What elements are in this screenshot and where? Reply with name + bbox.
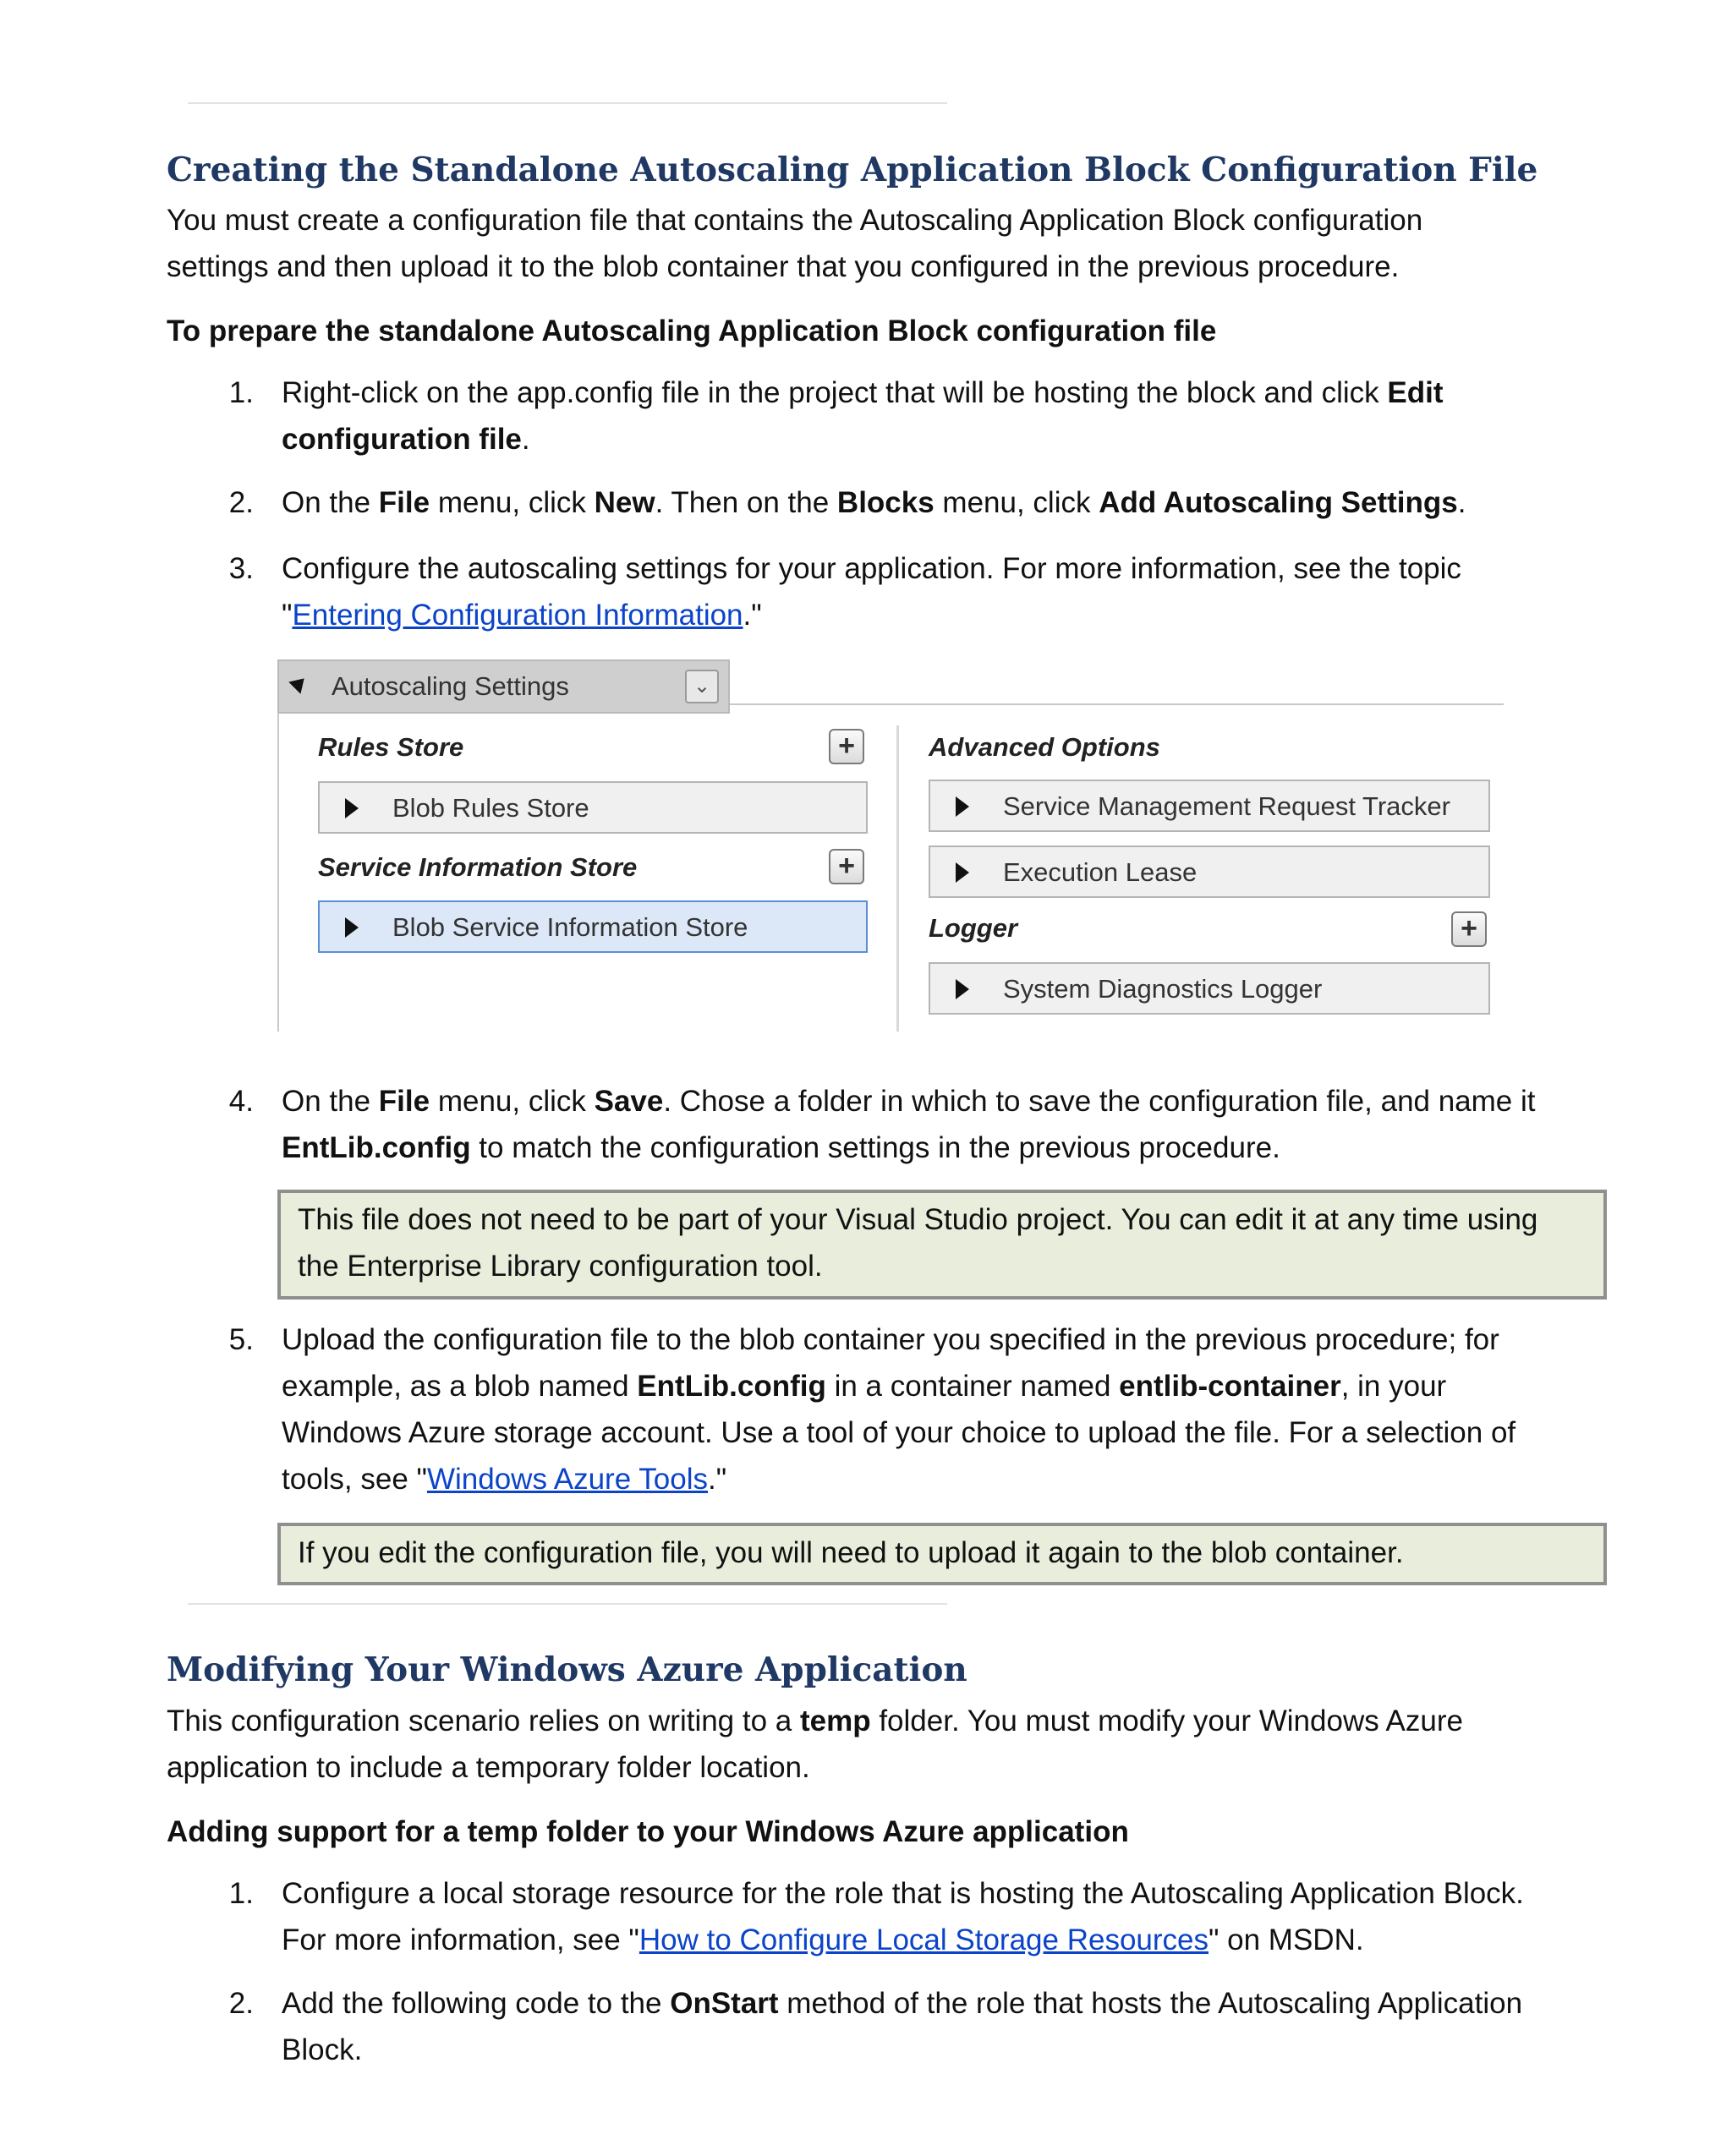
step-3: Configure the autoscaling settings for your application. For more information, see the topic "Entering Configuration Information." [282,552,1461,632]
procedure-title: Adding support for a temp folder to your Windows Azure application [167,1815,1129,1848]
autoscaling-settings-header[interactable] [277,659,730,714]
step-2: On the File menu, click New. Then on the Blocks menu, click Add Autoscaling Settings. [282,486,1466,519]
header-line [730,703,1504,705]
node-label: Service Management Request Tracker [1003,791,1450,821]
add-service-info-store-button[interactable]: + [829,849,864,884]
node-label: Blob Rules Store [392,793,589,823]
step-number: 2. [228,1987,254,2020]
blob-service-info-store-node[interactable] [318,900,868,953]
expand-triangle-icon [288,672,310,693]
section2-heading: Modifying Your Windows Azure Application [167,1650,967,1689]
add-rules-store-button[interactable]: + [829,729,864,764]
node-label: Blob Service Information Store [392,912,748,942]
left-border [277,714,279,1031]
step-number: 2. [228,486,254,519]
intro-line: settings and then upload it to the blob container that you configured in the previous procedure. [167,250,1400,283]
step-number: 1. [228,1877,254,1910]
local-storage-resources-link[interactable]: How to Configure Local Storage Resources [639,1923,1209,1956]
top-divider [188,102,947,104]
windows-azure-tools-link[interactable]: Windows Azure Tools [426,1463,708,1496]
note-box: This file does not need to be part of your Visual Studio project. You can edit it at any time using the Enterprise Library configuration tool. [277,1190,1607,1300]
column-divider [896,725,899,1031]
step-1: Right-click on the app.config file in the project that will be hosting the block and click Edit configuration file. [282,376,1444,456]
collapse-icon[interactable]: ⌄ [685,670,719,703]
step-2: Add the following code to the OnStart method of the role that hosts the Autoscaling Application Block. [282,1987,1523,2066]
node-label: System Diagnostics Logger [1003,974,1323,1004]
expand-arrow-icon [956,979,969,999]
add-logger-button[interactable]: + [1451,911,1487,947]
step-4: On the File menu, click Save. Chose a folder in which to save the configuration file, and name it EntLib.config to match the configuration settings in the previous procedure. [282,1085,1536,1164]
step-number: 4. [228,1085,254,1118]
step-number: 1. [228,376,254,409]
expand-arrow-icon [345,798,359,818]
procedure-title: To prepare the standalone Autoscaling Application Block configuration file [167,315,1217,347]
expand-arrow-icon [956,862,969,883]
rules-store-title: Rules Store [318,732,464,762]
expand-arrow-icon [345,917,359,938]
step-1: Configure a local storage resource for the role that is hosting the Autoscaling Application Block. For more information, see "How to Configure Local Storage Resources" on MSDN. [282,1877,1524,1956]
service-info-store-title: Service Information Store [318,852,638,882]
autoscaling-settings-title: Autoscaling Settings [332,671,569,701]
entering-configuration-link[interactable]: Entering Configuration Information [292,599,743,632]
logger-title: Logger [929,913,1018,943]
section-divider [188,1603,947,1605]
advanced-options-title: Advanced Options [929,732,1160,762]
service-management-tracker-node[interactable] [929,780,1490,832]
execution-lease-node[interactable] [929,845,1490,898]
step-number: 5. [228,1323,254,1356]
section1-heading: Creating the Standalone Autoscaling Application Block Configuration File [167,150,1538,189]
node-label: Execution Lease [1003,857,1198,887]
config-tool-screenshot [277,659,1504,1031]
system-diagnostics-logger-node[interactable] [929,962,1490,1015]
expand-arrow-icon [956,796,969,817]
section2-intro: This configuration scenario relies on writing to a temp folder. You must modify your Windows Azure application to include a temporary folder location. [167,1705,1463,1784]
step-number: 3. [228,552,254,585]
section1-intro [167,197,1422,290]
intro-line: You must create a configuration file that contains the Autoscaling Application Block configuration [167,204,1423,237]
blob-rules-store-node[interactable] [318,781,868,834]
note-box: If you edit the configuration file, you will need to upload it again to the blob container. [277,1523,1607,1585]
step-5: Upload the configuration file to the blob container you specified in the previous procedure; for example, as a blob named EntLib.config in a container named entlib-container, in your Windows Azure storage account. Use a tool of your choice to upload the file. For a selection of tools, see "Windows Azure Tools." [282,1323,1516,1496]
